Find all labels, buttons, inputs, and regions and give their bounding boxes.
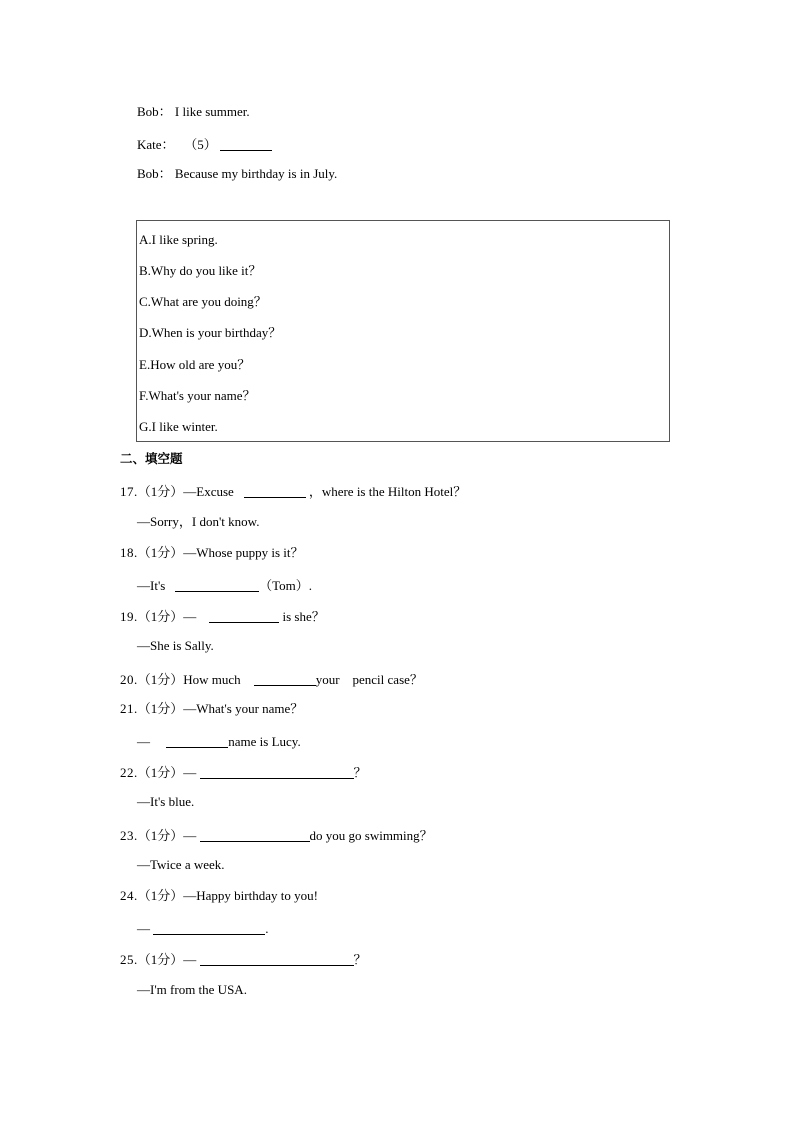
- answer-text: —: [137, 734, 150, 749]
- answer-18: [137, 575, 312, 593]
- dialogue-line-bob-2: [137, 165, 337, 183]
- question-number: 18.: [120, 545, 138, 560]
- answer-blank-23[interactable]: [200, 827, 310, 842]
- answer-24: [137, 918, 269, 936]
- answer-blank-17[interactable]: [244, 483, 306, 498]
- answer-25: —I'm from the USA.: [137, 982, 247, 997]
- question-21: [120, 700, 303, 718]
- dialogue-line-kate: [137, 134, 272, 152]
- question-text-after: ，where is the Hilton Hotel？: [308, 484, 467, 499]
- speaker-label: Bob：: [137, 104, 172, 119]
- answer-17: —Sorry，I don't know.: [137, 514, 260, 529]
- answer-text-after: name is Lucy.: [228, 734, 301, 749]
- answer-blank-21[interactable]: [166, 733, 228, 748]
- question-number: 19.: [120, 609, 138, 624]
- question-score: （1分）: [137, 545, 184, 560]
- question-number: 25.: [120, 952, 138, 967]
- answer-blank-18[interactable]: [175, 577, 259, 592]
- option-a: A.I like spring.: [139, 232, 218, 247]
- question-text-after: ？: [353, 765, 367, 780]
- question-number: 24.: [120, 888, 138, 903]
- answer-22: —It's blue.: [137, 794, 195, 809]
- answer-text: —: [137, 921, 150, 936]
- question-22: [120, 762, 367, 780]
- question-25: [120, 949, 367, 967]
- question-number: 22.: [120, 765, 138, 780]
- question-text: —: [183, 952, 197, 967]
- question-19: [120, 606, 325, 624]
- question-text-after: do you go swimming？: [309, 828, 433, 843]
- answer-23: —Twice a week.: [137, 857, 225, 872]
- answer-text-after: .: [265, 921, 269, 936]
- answer-text: —It's: [137, 578, 166, 593]
- option-e: E.How old are you？: [139, 357, 251, 372]
- question-score: （1分）: [137, 484, 184, 499]
- section-title: 二、填空题: [120, 451, 183, 466]
- answer-blank-20[interactable]: [254, 671, 316, 686]
- question-text-after: your pencil case？: [315, 672, 423, 687]
- question-text: —Whose puppy is it？: [183, 545, 304, 560]
- question-text: —Excuse: [183, 484, 234, 499]
- question-text: —What's your name？: [183, 701, 304, 716]
- option-d: D.When is your birthday？: [139, 325, 282, 340]
- option-c: C.What are you doing？: [139, 294, 267, 309]
- question-score: （1分）: [137, 952, 184, 967]
- answer-19: —She is Sally.: [137, 638, 214, 653]
- question-score: （1分）: [137, 672, 184, 687]
- answer-blank-25[interactable]: [200, 951, 354, 966]
- question-score: （1分）: [137, 765, 184, 780]
- question-number: 23.: [120, 828, 138, 843]
- question-number: 20.: [120, 672, 138, 687]
- answer-21: [137, 731, 301, 749]
- question-20: [120, 669, 423, 687]
- question-24: [120, 887, 318, 905]
- dialogue-text: I like summer.: [174, 104, 250, 119]
- question-text: How much: [183, 672, 241, 687]
- option-g: G.I like winter.: [139, 419, 218, 434]
- answer-blank-19[interactable]: [209, 608, 279, 623]
- options-box: [136, 220, 670, 442]
- question-17: [120, 481, 466, 499]
- question-text: —Happy birthday to you!: [183, 888, 318, 903]
- question-number: 21.: [120, 701, 138, 716]
- speaker-label: Kate：: [137, 137, 175, 152]
- option-b: B.Why do you like it？: [139, 263, 262, 278]
- question-number: 17.: [120, 484, 138, 499]
- question-text: —: [183, 765, 197, 780]
- question-text-after: is she？: [282, 609, 325, 624]
- question-23: [120, 825, 433, 843]
- answer-text-after: （Tom）.: [259, 578, 312, 593]
- dialogue-text: Because my birthday is in July.: [174, 166, 338, 181]
- question-score: （1分）: [137, 609, 184, 624]
- question-score: （1分）: [137, 888, 184, 903]
- question-text-after: ？: [353, 952, 367, 967]
- answer-blank-24[interactable]: [153, 920, 265, 935]
- question-score: （1分）: [137, 701, 184, 716]
- answer-blank-5[interactable]: [220, 136, 272, 151]
- dialogue-text: （5）: [184, 137, 217, 152]
- dialogue-line-bob-1: [137, 103, 250, 121]
- question-text: —: [183, 828, 197, 843]
- answer-blank-22[interactable]: [200, 764, 354, 779]
- option-f: F.What's your name？: [139, 388, 256, 403]
- question-18: [120, 544, 304, 562]
- question-score: （1分）: [137, 828, 184, 843]
- question-text: —: [183, 609, 197, 624]
- speaker-label: Bob：: [137, 166, 172, 181]
